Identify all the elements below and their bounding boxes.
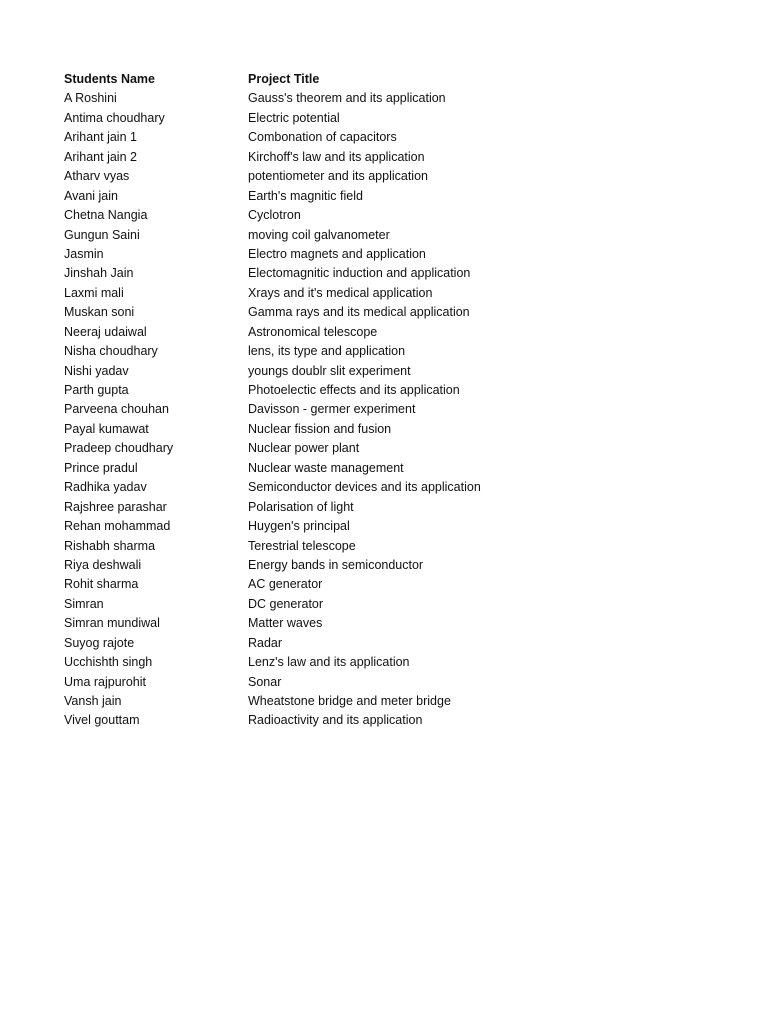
project-title-cell: Gamma rays and its medical application — [248, 305, 470, 320]
student-name-cell: Payal kumawat — [64, 421, 149, 436]
project-title-cell: AC generator — [248, 577, 323, 592]
student-name-cell: Antima choudhary — [64, 110, 165, 125]
project-title-cell: Huygen's principal — [248, 519, 350, 534]
table-row — [64, 381, 724, 400]
project-title-cell: Matter waves — [248, 616, 323, 631]
student-name-cell: Pradeep choudhary — [64, 441, 174, 456]
table-row — [64, 148, 724, 167]
table-row — [64, 323, 724, 342]
table-row — [64, 575, 724, 594]
table-row — [64, 245, 724, 264]
table-row — [64, 517, 724, 536]
table-row — [64, 711, 724, 730]
table-header — [64, 70, 724, 89]
project-title-cell: lens, its type and application — [248, 344, 406, 359]
student-name-cell: Suyog rajote — [64, 635, 135, 650]
table-row — [64, 439, 724, 458]
student-name-cell: Arihant jain 2 — [64, 149, 137, 164]
table-row — [64, 556, 724, 575]
student-name-cell: Riya deshwali — [64, 557, 142, 572]
project-title-cell: Semiconductor devices and its application — [248, 480, 481, 495]
project-title-cell: moving coil galvanometer — [248, 227, 390, 242]
project-title-cell: Sonar — [248, 674, 282, 689]
table-row — [64, 284, 724, 303]
project-title-cell: potentiometer and its application — [248, 169, 428, 184]
table-row — [64, 342, 724, 361]
project-title-cell: Energy bands in semiconductor — [248, 557, 424, 572]
student-name-cell: Uma rajpurohit — [64, 674, 146, 689]
table-row — [64, 167, 724, 186]
student-project-table — [64, 70, 724, 731]
table-row — [64, 303, 724, 322]
student-name-cell: Avani jain — [64, 188, 118, 203]
table-row — [64, 400, 724, 419]
project-title-cell: Lenz's law and its application — [248, 655, 410, 670]
table-row — [64, 537, 724, 556]
table-row — [64, 614, 724, 633]
student-name-cell: Jasmin — [64, 246, 104, 261]
student-name-cell: Rehan mohammad — [64, 519, 171, 534]
student-name-cell: Radhika yadav — [64, 480, 147, 495]
table-row — [64, 653, 724, 672]
student-name-cell: Vivel gouttam — [64, 713, 140, 728]
student-name-cell: Rishabh sharma — [64, 538, 156, 553]
table-row — [64, 206, 724, 225]
table-row — [64, 264, 724, 283]
project-title-cell: Terestrial telescope — [248, 538, 356, 553]
students-name-header: Students Name — [64, 72, 155, 86]
student-name-cell: Neeraj udaiwal — [64, 324, 147, 339]
project-title-cell: Photoelectic effects and its application — [248, 383, 460, 397]
project-title-cell: DC generator — [248, 596, 324, 611]
project-title-header: Project Title — [248, 72, 320, 86]
table-row — [64, 498, 724, 517]
table-row — [64, 634, 724, 653]
project-title-cell: Electric potential — [248, 110, 340, 125]
student-name-cell: Gungun Saini — [64, 227, 140, 242]
student-name-cell: Muskan soni — [64, 305, 135, 320]
project-title-cell: Astronomical telescope — [248, 324, 378, 339]
project-title-cell: Gauss's theorem and its application — [248, 91, 446, 106]
project-title-cell: Xrays and it's medical application — [248, 285, 433, 300]
table-row — [64, 595, 724, 614]
table-row — [64, 692, 724, 711]
student-name-cell: Ucchishth singh — [64, 655, 153, 670]
project-title-cell: Electro magnets and application — [248, 246, 426, 261]
project-title-cell: Nuclear fission and fusion — [248, 421, 392, 436]
student-name-cell: Chetna Nangia — [64, 208, 148, 223]
table-row — [64, 673, 724, 692]
table-row — [64, 187, 724, 206]
student-name-cell: Vansh jain — [64, 694, 122, 708]
table-row — [64, 226, 724, 245]
student-name-cell: Laxmi mali — [64, 285, 124, 300]
project-title-cell: Radioactivity and its application — [248, 713, 423, 728]
table-row — [64, 478, 724, 497]
student-name-cell: Simran mundiwal — [64, 616, 160, 631]
student-name-cell: Prince pradul — [64, 460, 138, 475]
table-row — [64, 128, 724, 147]
project-title-cell: Radar — [248, 635, 283, 650]
table-row — [64, 109, 724, 128]
student-name-cell: A Roshini — [64, 91, 117, 106]
student-name-cell: Simran — [64, 596, 104, 611]
project-title-cell: Combonation of capacitors — [248, 130, 397, 145]
project-title-cell: Davisson - germer experiment — [248, 402, 416, 417]
project-title-cell: Cyclotron — [248, 208, 301, 223]
table-row — [64, 459, 724, 478]
student-name-cell: Arihant jain 1 — [64, 130, 137, 145]
project-title-cell: youngs doublr slit experiment — [248, 363, 411, 378]
student-name-cell: Rajshree parashar — [64, 499, 167, 514]
project-title-cell: Wheatstone bridge and meter bridge — [248, 694, 451, 708]
student-name-cell: Nishi yadav — [64, 363, 129, 378]
project-title-cell: Kirchoff's law and its application — [248, 149, 425, 164]
table-row — [64, 89, 724, 108]
student-name-cell: Rohit sharma — [64, 577, 139, 592]
student-name-cell: Atharv vyas — [64, 169, 130, 184]
project-title-cell: Earth's magnitic field — [248, 188, 363, 203]
project-title-cell: Nuclear power plant — [248, 441, 360, 456]
project-title-cell: Electomagnitic induction and application — [248, 266, 471, 281]
table-row — [64, 362, 724, 381]
project-title-cell: Polarisation of light — [248, 499, 354, 514]
table-row — [64, 420, 724, 439]
student-name-cell: Parth gupta — [64, 383, 129, 397]
student-name-cell: Nisha choudhary — [64, 344, 158, 359]
table-body — [64, 89, 724, 730]
student-name-cell: Jinshah Jain — [64, 266, 134, 281]
project-title-cell: Nuclear waste management — [248, 460, 404, 475]
student-name-cell: Parveena chouhan — [64, 402, 169, 417]
